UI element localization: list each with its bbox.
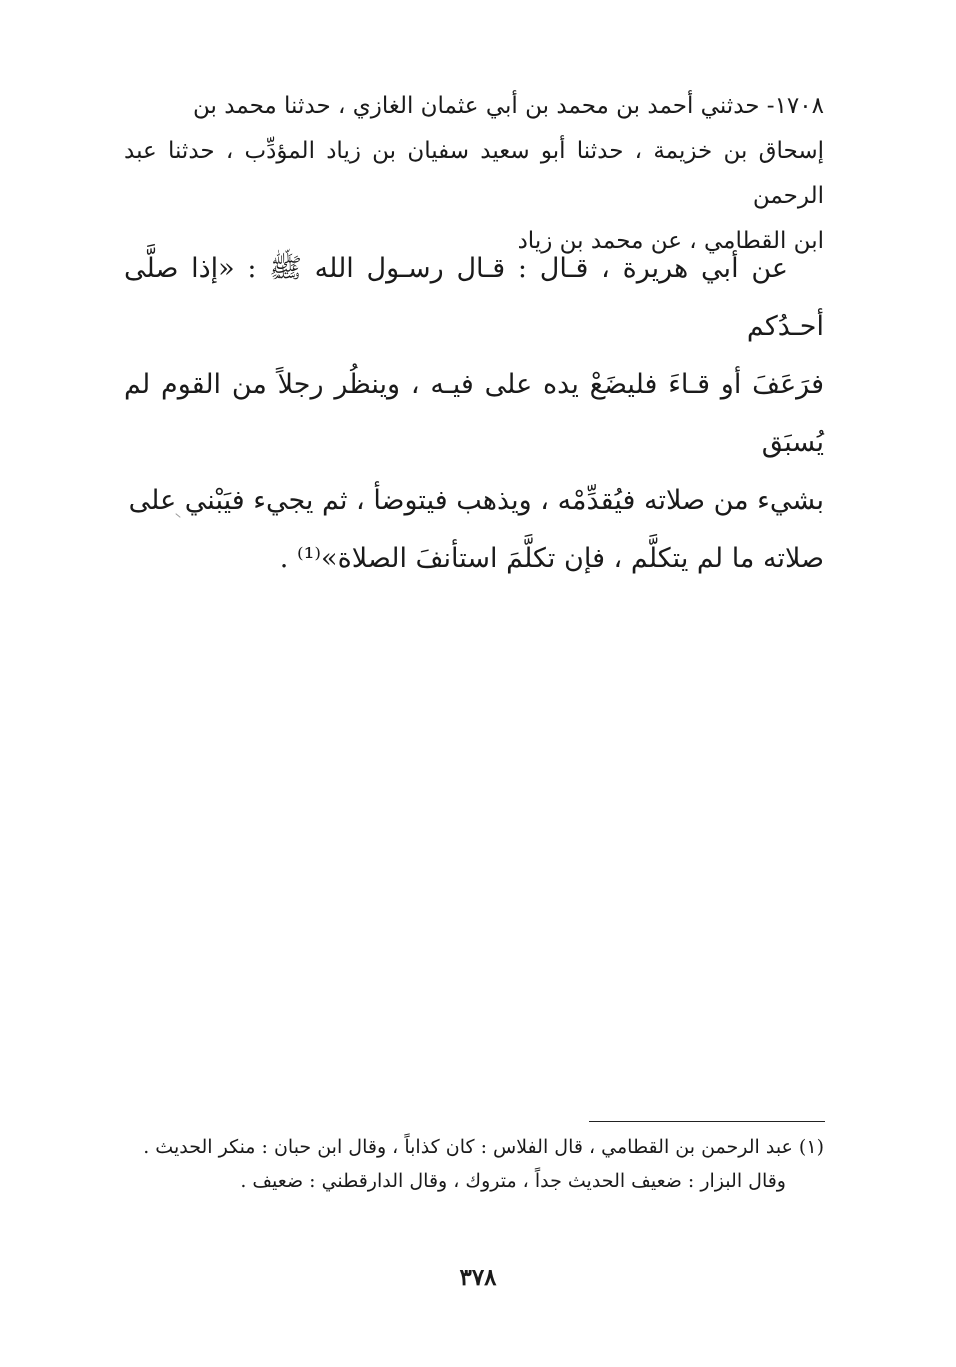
footnote-divider (589, 1121, 825, 1122)
footnotes (118, 1130, 824, 1198)
footnote-line-1: (١) عبد الرحمن بن القطامي ، قال الفلاس : كان كذاباً ، وقال ابن حبان : منكر الحديث . (143, 1136, 824, 1158)
hadith-chain-of-narration (124, 84, 824, 264)
isnad-line-3: ابن القطامي ، عن محمد بن زياد (517, 228, 824, 254)
matn-line-4: صلاته ما لم يتكلَّم ، فإن تكلَّمَ استأنفَ الصلاة»⁽¹⁾ . (279, 543, 824, 574)
isnad-line-1: ١٧٠٨- حدثني أحمد بن محمد بن أبي عثمان الغازي ، حدثنا محمد بن (192, 93, 824, 119)
matn-line-2: فرَعَفَ أو قـاءَ فليضَعْ يده على فيـه ، وينظُر رجلاً من القوم لم يُسبَق (124, 369, 824, 458)
hadith-text (124, 240, 824, 588)
page-number: ٣٧٨ (459, 1264, 497, 1291)
footnote-line-2: وقال البزار : ضعيف الحديث جداً ، متروك ، وقال الدارقطني : ضعيف . (240, 1170, 786, 1192)
matn-line-1: عن أبي هريرة ، قـال : قـال رسـول الله ﷺ : «إذا صلَّى أحـدُكم (124, 253, 824, 342)
isnad-line-2: إسحاق بن خزيمة ، حدثنا أبو سعيد سفيان بن زياد المؤدِّب ، حدثنا عبد الرحمن (124, 138, 824, 209)
matn-line-3: بشيء من صلاته فيُقدِّمْه ، ويذهب فيتوضأ ، ثم يجيء فيَبْني على (128, 485, 824, 516)
